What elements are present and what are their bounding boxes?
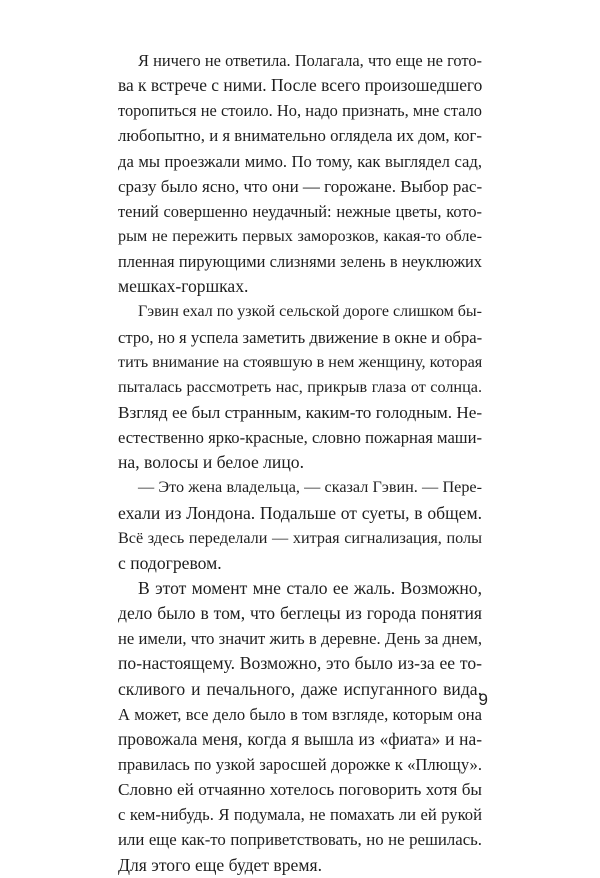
text-line: рым не пережить первых заморозков, какая-то обле- [118, 226, 482, 245]
text-line: да мы проезжали мимо. По тому, как выглядел сад, [118, 151, 482, 171]
text-line: по-настоящему. Возможно, это было из-за ее то- [118, 653, 482, 674]
paragraph [118, 576, 482, 878]
text-line: торопиться не стоило. Но, надо признать, мне стало [118, 101, 482, 121]
text-line: ехали из Лондона. Подальше от суеты, в общем. [118, 502, 482, 523]
text-line: Словно ей отчаянно хотелось поговорить хотя бы [118, 780, 482, 800]
text-line: не имели, что значит жить в деревне. День за днем, [118, 629, 482, 649]
text-line: Гэвин ехал по узкой сельской дороге слишком бы- [138, 303, 482, 321]
text-line: правилась по узкой заросшей дорожке к «Плющу». [118, 754, 482, 774]
text-line: с подогревом. [118, 552, 222, 573]
text-line: естественно ярко-красные, словно пожарная маши- [118, 428, 482, 448]
text-line: дело было в том, что беглецы из города понятия [118, 603, 482, 624]
text-line: ва к встрече с ними. После всего произошедшего [118, 75, 482, 96]
text-line: Для этого еще будет время. [118, 854, 322, 875]
text-line: провожала меня, когда я вышла из «фиата» и на- [118, 728, 482, 749]
text-line: Всё здесь переделали — хитрая сигнализация, полы [118, 528, 482, 547]
text-line: сразу было ясно, что они — горожане. Выбор рас- [118, 176, 482, 196]
text-line: мешках-горшках. [118, 276, 249, 297]
text-line: любопытно, и я внимательно оглядела их дом, ког- [118, 126, 482, 146]
text-line: тений совершенно неудачный: нежные цветы, кото- [118, 201, 482, 221]
text-line: или еще как-то поприветствовать, но не решилась. [118, 830, 482, 850]
text-line: с кем-нибудь. Я подумала, не помахать ли ей рукой [118, 805, 482, 825]
text-line: — Это жена владельца, — сказал Гэвин. — Пере- [138, 478, 482, 497]
text-line: тить внимание на стоявшую в нем женщину, которая [118, 352, 482, 371]
page-number: 9 [478, 690, 488, 709]
text-line: стро, но я успела заметить движение в окне и обра- [118, 327, 482, 347]
paragraph [118, 48, 482, 299]
text-line: Я ничего не ответила. Полагала, что еще не гото- [138, 51, 482, 70]
text-line: В этот момент мне стало ее жаль. Возможно, [138, 577, 482, 598]
paragraph [118, 299, 482, 475]
text-line: пыталась рассмотреть нас, прикрыв глаза от солнца. [118, 377, 482, 396]
text-line: на, волосы и белое лицо. [118, 452, 304, 473]
text-line: Взгляд ее был странным, каким-то голодным. Не- [118, 402, 482, 422]
page-text [118, 48, 482, 878]
paragraph [118, 475, 482, 576]
text-line: А может, все дело было в том взгляде, которым она [118, 704, 482, 724]
text-line: пленная пирующими слизнями зелень в неуклюжих [118, 252, 482, 272]
text-line: скливого и печального, даже испуганного вида. [118, 678, 482, 699]
